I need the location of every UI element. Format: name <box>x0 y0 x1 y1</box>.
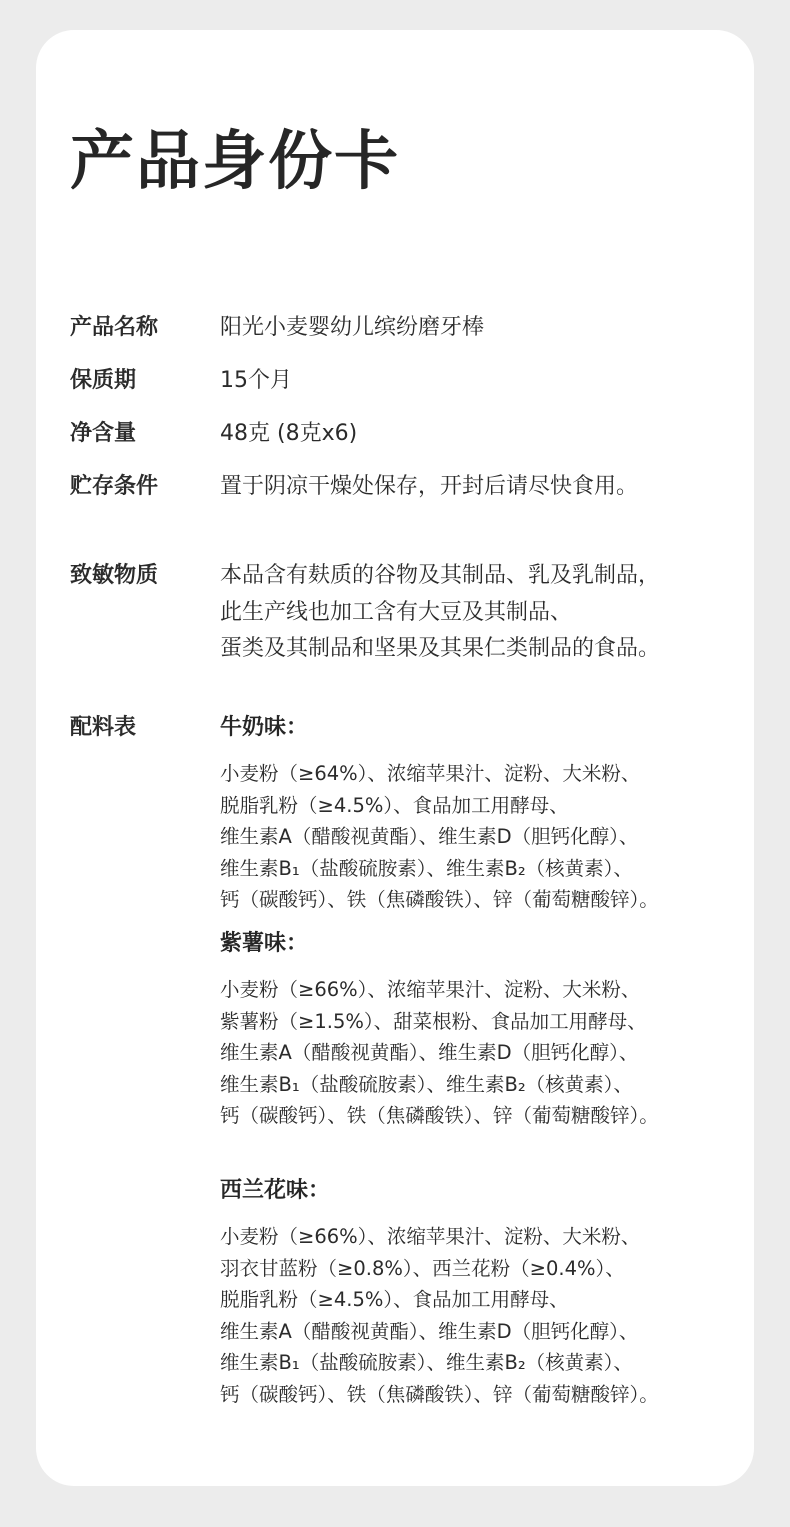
info-label: 贮存条件 <box>70 474 159 499</box>
flavor-ingredients <box>220 1221 659 1410</box>
flavor-ingredients <box>220 758 659 916</box>
ingredient-line: 紫薯粉（≥1.5%）、甜菜根粉、食品加工用酵母、 <box>220 1009 647 1033</box>
ingredient-line: 羽衣甘蓝粉（≥0.8%）、西兰花粉（≥0.4%）、 <box>220 1256 625 1280</box>
allergen-row <box>70 558 660 668</box>
ingredient-line: 小麦粉（≥66%）、浓缩苹果汁、淀粉、大米粉、 <box>220 1225 641 1248</box>
allergen-label: 致敏物质 <box>70 563 159 588</box>
ingredient-line: 维生素A（醋酸视黄酯）、维生素D（胆钙化醇）、 <box>220 1319 639 1343</box>
flavor-broccoli <box>220 1173 659 1410</box>
ingredient-line: 钙（碳酸钙）、铁（焦磷酸铁）、锌（葡萄糖酸锌）。 <box>220 888 659 911</box>
info-row-net-content <box>70 416 357 452</box>
ingredient-line: 维生素A（醋酸视黄酯）、维生素D（胆钙化醇）、 <box>220 1041 639 1064</box>
flavor-milk <box>220 710 659 916</box>
flavor-purple-sweet-potato <box>220 926 659 1132</box>
allergen-line: 此生产线也加工含有大豆及其制品、 <box>220 599 573 625</box>
ingredients-row <box>70 710 220 746</box>
ingredient-line: 钙（碳酸钙）、铁（焦磷酸铁）、锌（葡萄糖酸锌）。 <box>220 1382 659 1406</box>
info-value: 置于阴凉干燥处保存，开封后请尽快食用。 <box>220 474 639 499</box>
ingredient-line: 维生素B₁（盐酸硫胺素）、维生素B₂（核黄素）、 <box>220 1072 633 1096</box>
ingredient-line: 脱脂乳粉（≥4.5%）、食品加工用酵母、 <box>220 793 569 817</box>
info-label: 净含量 <box>70 421 137 446</box>
ingredient-line: 维生素B₁（盐酸硫胺素）、维生素B₂（核黄素）、 <box>220 1351 633 1374</box>
info-label: 产品名称 <box>70 315 159 340</box>
info-row-product-name <box>70 310 484 346</box>
allergen-line: 本品含有麸质的谷物及其制品、乳及乳制品， <box>220 563 661 588</box>
info-value: 15个月 <box>220 368 292 393</box>
ingredient-line: 维生素A（醋酸视黄酯）、维生素D（胆钙化醇）、 <box>220 825 639 848</box>
ingredient-line: 小麦粉（≥64%）、浓缩苹果汁、淀粉、大米粉、 <box>220 762 641 785</box>
flavor-title: 西兰花味： <box>220 1178 331 1203</box>
info-value: 48克 (8克x6) <box>220 421 358 446</box>
info-value: 阳光小麦婴幼儿缤纷磨牙棒 <box>220 315 485 340</box>
ingredient-line: 钙（碳酸钙）、铁（焦磷酸铁）、锌（葡萄糖酸锌）。 <box>220 1104 659 1127</box>
info-row-shelf-life <box>70 363 292 399</box>
flavor-title: 牛奶味： <box>220 715 309 740</box>
ingredient-line: 脱脂乳粉（≥4.5%）、食品加工用酵母、 <box>220 1288 569 1311</box>
allergen-line: 蛋类及其制品和坚果及其果仁类制品的食品。 <box>220 636 661 661</box>
flavor-ingredients <box>220 974 659 1132</box>
page-title: 产品身份卡 <box>70 125 400 199</box>
allergen-text <box>220 558 660 668</box>
info-label: 保质期 <box>70 368 137 393</box>
ingredient-line: 维生素B₁（盐酸硫胺素）、维生素B₂（核黄素）、 <box>220 856 633 880</box>
ingredient-line: 小麦粉（≥66%）、浓缩苹果汁、淀粉、大米粉、 <box>220 978 641 1001</box>
ingredients-label: 配料表 <box>70 715 137 740</box>
product-id-card <box>36 30 754 1486</box>
info-row-storage <box>70 469 638 505</box>
flavor-title: 紫薯味： <box>220 931 309 956</box>
